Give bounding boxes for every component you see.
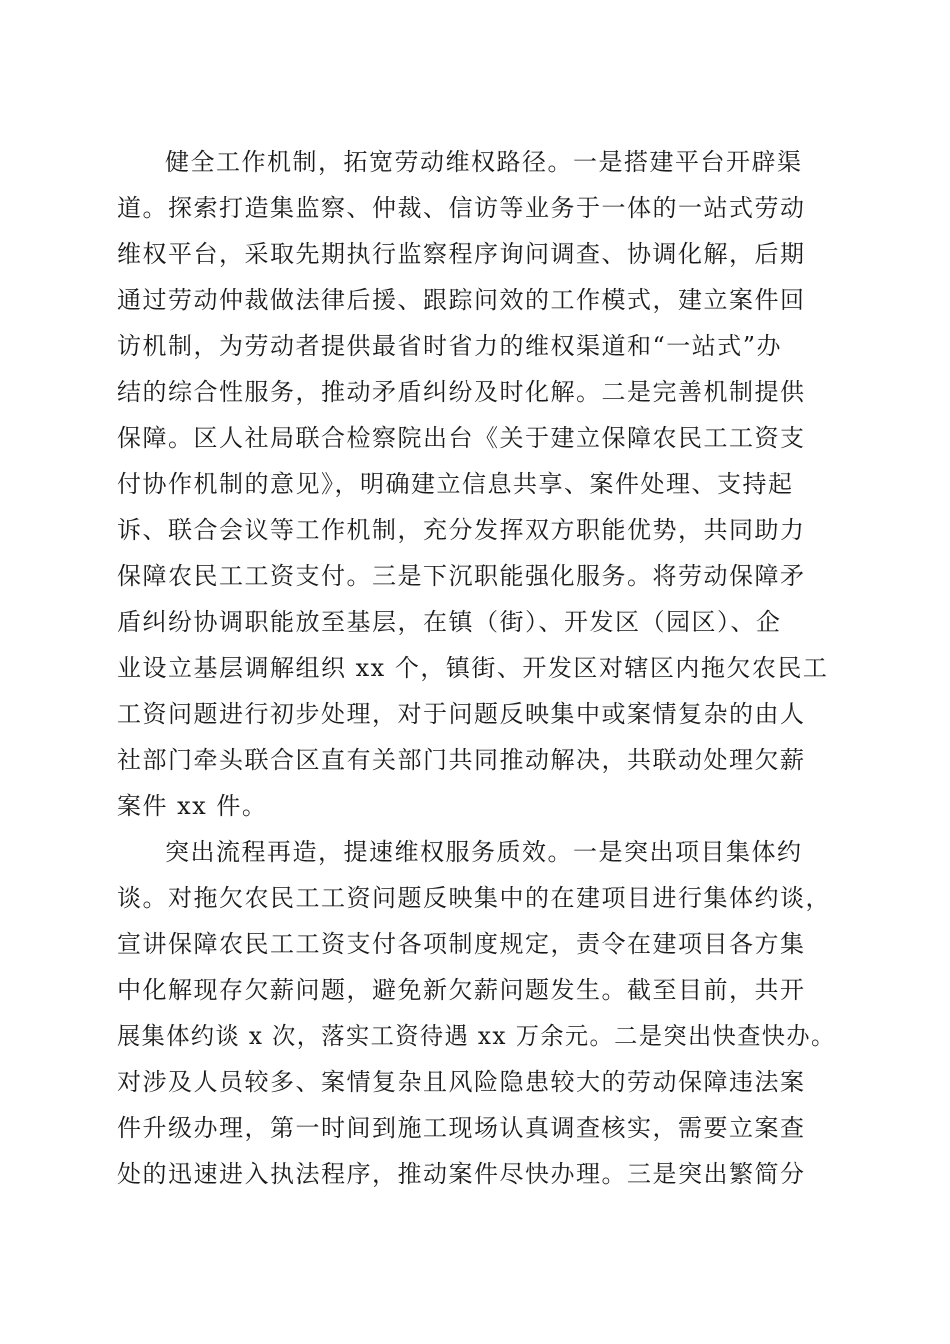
paragraph-line: 谈。对拖欠农民工工资问题反映集中的在建项目进行集体约谈， xyxy=(117,884,831,912)
paragraph-line: 社部门牵头联合区直有关部门共同推动解决，共联动处理欠薪 xyxy=(117,746,806,774)
paragraph-line: 盾纠纷协调职能放至基层，在镇（街）、开发区（园区）、企 xyxy=(117,608,782,636)
paragraph-line: 维权平台，采取先期执行监察程序询问调查、协调化解，后期 xyxy=(117,240,806,268)
paragraph-line: 件升级办理，第一时间到施工现场认真调查核实，需要立案查 xyxy=(117,1114,806,1142)
paragraph-line: 通过劳动仲裁做法律后援、跟踪问效的工作模式，建立案件回 xyxy=(117,286,806,314)
paragraph-line: 突出流程再造，提速维权服务质效。一是突出项目集体约 xyxy=(165,838,803,866)
paragraph-line: 诉、联合会议等工作机制，充分发挥双方职能优势，共同助力 xyxy=(117,516,806,544)
paragraph-line: 工资问题进行初步处理，对于问题反映集中或案情复杂的由人 xyxy=(117,700,806,728)
paragraph-line: 保障农民工工资支付。三是下沉职能强化服务。将劳动保障矛 xyxy=(117,562,806,590)
paragraph-line: 道。探索打造集监察、仲裁、信访等业务于一体的一站式劳动 xyxy=(117,194,806,222)
paragraph-line: 处的迅速进入执法程序，推动案件尽快办理。三是突出繁简分 xyxy=(117,1160,806,1188)
paragraph-line: 健全工作机制，拓宽劳动维权路径。一是搭建平台开辟渠 xyxy=(165,148,803,176)
paragraph-line: 访机制，为劳动者提供最省时省力的维权渠道和“一站式”办 xyxy=(117,332,783,360)
paragraph-line: 案件 xx 件。 xyxy=(117,792,268,820)
paragraph-line: 保障。区人社局联合检察院出台《关于建立保障农民工工资支 xyxy=(117,424,806,452)
paragraph-line: 业设立基层调解组织 xx 个，镇街、开发区对辖区内拖欠农民工 xyxy=(117,654,829,682)
paragraph-line: 付协作机制的意见》，明确建立信息共享、案件处理、支持起 xyxy=(117,470,794,498)
paragraph-line: 结的综合性服务，推动矛盾纠纷及时化解。二是完善机制提供 xyxy=(117,378,806,406)
paragraph-line: 中化解现存欠薪问题，避免新欠薪问题发生。截至目前，共开 xyxy=(117,976,806,1004)
paragraph-line: 对涉及人员较多、案情复杂且风险隐患较大的劳动保障违法案 xyxy=(117,1068,806,1096)
paragraph-line: 展集体约谈 x 次，落实工资待遇 xx 万余元。二是突出快查快办。 xyxy=(117,1022,836,1050)
paragraph-line: 宣讲保障农民工工资支付各项制度规定，责令在建项目各方集 xyxy=(117,930,806,958)
